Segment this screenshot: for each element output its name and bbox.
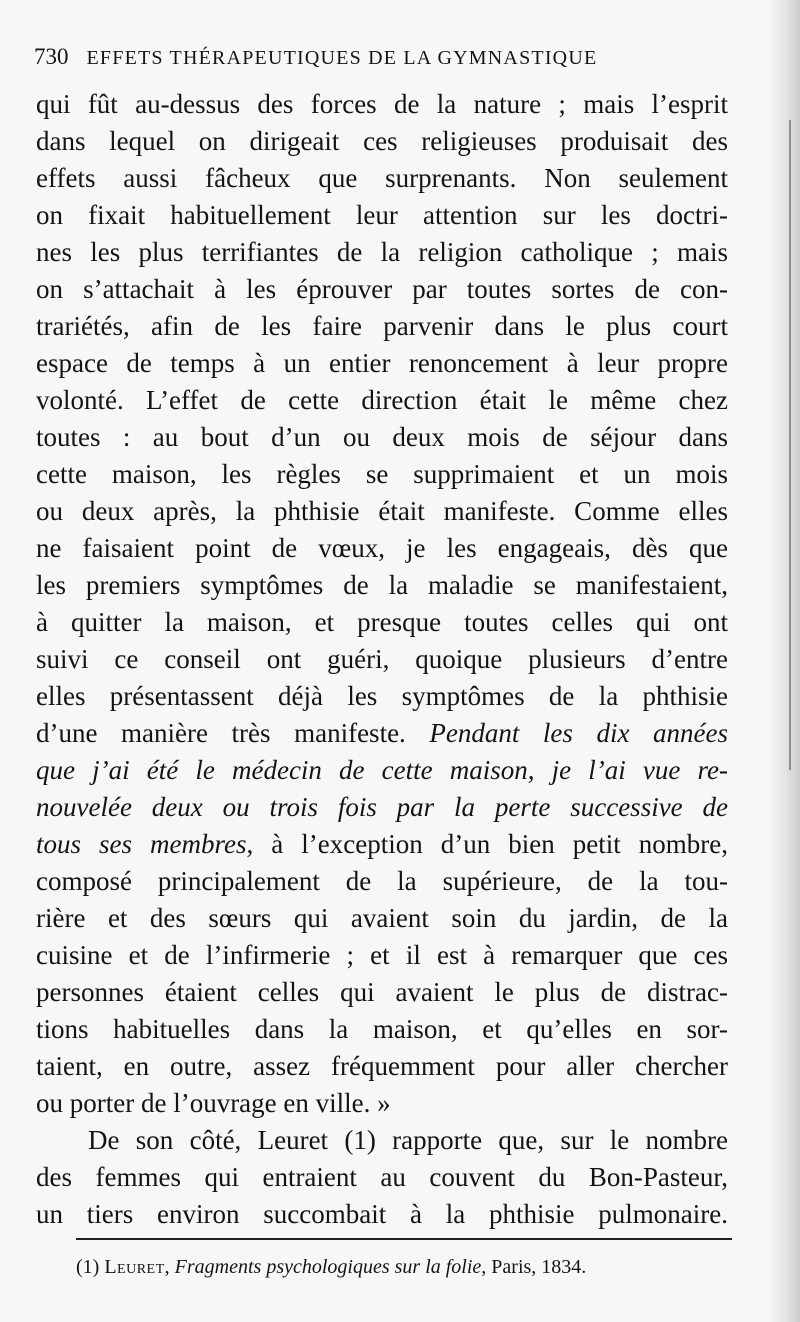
- text-line: cette maison, les règles se supprimaient et un mois: [36, 459, 728, 489]
- text-line: on s’attachait à les éprouver par toutes sortes de con-: [36, 274, 728, 304]
- text-line: dans lequel on dirigeait ces religieuses produisait des: [36, 126, 728, 156]
- text-line: [36, 752, 728, 789]
- text-line: composé principalement de la supérieure, de la tou-: [36, 866, 728, 896]
- text-line: effets aussi fâcheux que surprenants. Non seulement: [36, 163, 728, 193]
- text-italic: tous ses membres: [36, 829, 247, 859]
- text-line: ne faisaient point de vœux, je les engageais, dès que: [36, 533, 728, 563]
- footnote-author: Leuret: [104, 1256, 165, 1278]
- text-line: [36, 789, 728, 826]
- text-line: qui fût au-dessus des forces de la nature ; mais l’esprit: [36, 89, 728, 119]
- text-line: nes les plus terrifiantes de la religion catholique ; mais: [36, 237, 728, 267]
- page-number: 730: [34, 44, 69, 69]
- text-line: ou porter de l’ouvrage en ville. »: [36, 1088, 391, 1118]
- text-line: volonté. L’effet de cette direction était le même chez: [36, 385, 728, 415]
- text-line: personnes étaient celles qui avaient le plus de distrac-: [36, 977, 728, 1007]
- text-line: on fixait habituellement leur attention sur les doctri-: [36, 200, 728, 230]
- text-line: elles présentassent déjà les symptômes de la phthisie: [36, 681, 728, 711]
- footnote-tail: , Paris, 1834.: [481, 1256, 587, 1278]
- text-line: [36, 826, 728, 863]
- text-line: à quitter la maison, et presque toutes celles qui ont: [36, 607, 728, 637]
- footnote: [76, 1254, 736, 1280]
- running-title: EFFETS THÉRAPEUTIQUES DE LA GYMNASTIQUE: [86, 47, 598, 69]
- text-line: trariétés, afin de les faire parvenir dans le plus court: [36, 311, 728, 341]
- running-head: [34, 44, 734, 76]
- footnote-separator: ,: [164, 1256, 175, 1278]
- page-edge-line: [789, 120, 791, 770]
- text-line: les premiers symptômes de la maladie se manifestaient,: [36, 570, 728, 600]
- text-line: espace de temps à un entier renoncement à leur propre: [36, 348, 728, 378]
- footnote-rule: [76, 1238, 732, 1240]
- text-line: tions habituelles dans la maison, et qu’elles en sor-: [36, 1014, 728, 1044]
- text-line: taient, en outre, assez fréquemment pour aller chercher: [36, 1051, 728, 1081]
- paragraph-first-line: De son côté, Leuret (1) rapporte que, sur le nombre: [88, 1125, 728, 1155]
- text-italic: Pendant les dix années: [429, 718, 729, 748]
- text-line: toutes : au bout d’un ou deux mois de séjour dans: [36, 422, 728, 452]
- text-line: un tiers environ succombait à la phthisie pulmonaire.: [36, 1199, 728, 1229]
- text-roman: d’une manière très manifeste.: [36, 718, 430, 748]
- text-line: suivi ce conseil ont guéri, quoique plusieurs d’entre: [36, 644, 728, 674]
- text-italic: que j’ai été le médecin de cette maison, je l’ai vue re-: [36, 755, 728, 785]
- footnote-marker: (1): [76, 1256, 105, 1278]
- text-line: ou deux après, la phthisie était manifeste. Comme elles: [36, 496, 728, 526]
- body-text: [36, 86, 728, 1233]
- text-line: des femmes qui entraient au couvent du Bon-Pasteur,: [36, 1162, 728, 1192]
- text-roman: , à l’exception d’un bien petit nombre,: [246, 829, 728, 859]
- text-line: cuisine et de l’infirmerie ; et il est à remarquer que ces: [36, 940, 728, 970]
- page-edge-shadow: [768, 0, 800, 1322]
- footnote-book-title: Fragments psychologiques sur la folie: [174, 1256, 482, 1278]
- text-italic: nouvelée deux ou trois fois par la perte successive de: [36, 792, 728, 822]
- text-line: rière et des sœurs qui avaient soin du jardin, de la: [36, 903, 728, 933]
- text-line: [36, 715, 728, 752]
